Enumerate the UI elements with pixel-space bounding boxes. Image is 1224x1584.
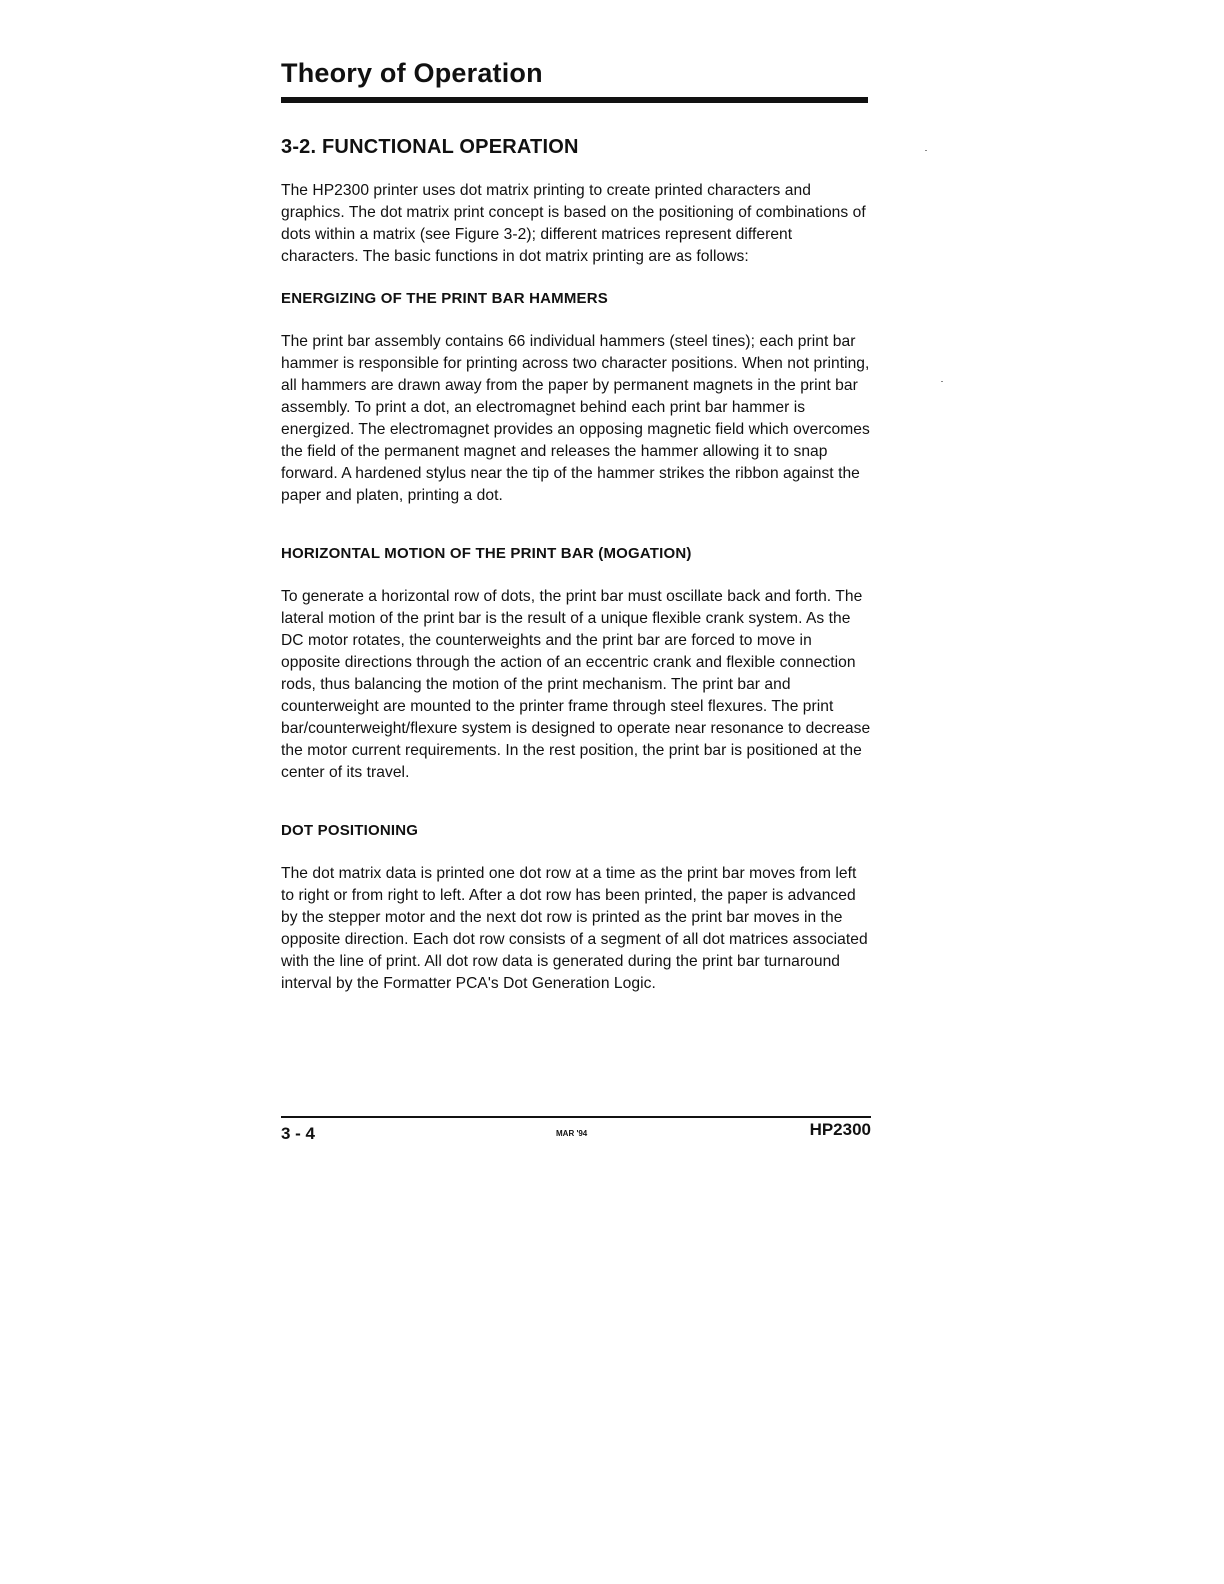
subsection-heading-dot-positioning: DOT POSITIONING [281,822,419,839]
header-rule [281,97,868,103]
subsection-body-energizing: The print bar assembly contains 66 individual hammers (steel tines); each print bar hammer is responsible for printing across two character positions. When not printing, all hammers are drawn away from the paper by permanent magnets in the print bar assembly. To print a dot, an electromagnet behind each print bar hammer is energized. The electromagnet provides an opposing magnetic field which overcomes the field of the permanent magnet and releases the hammer allowing it to snap forward. A hardened stylus near the tip of the hammer strikes the ribbon against the paper and platen, printing a dot. [281,333,870,504]
page-content [281,136,873,995]
subsection-heading-horizontal-motion: HORIZONTAL MOTION OF THE PRINT BAR (MOGATION) [281,545,692,562]
footer-rule [281,1116,871,1118]
chapter-title: Theory of Operation [281,58,543,88]
subsection-body-dot-positioning: The dot matrix data is printed one dot row at a time as the print bar moves from left to right or from right to left. After a dot row has been printed, the paper is advanced by the stepper motor and the next dot row is printed as the print bar moves in the opposite direction. Each dot row consists of a segment of all dot matrices associated with the line of print. All dot row data is generated during the print bar turnaround interval by the Formatter PCA's Dot Generation Logic. [281,865,868,992]
footer-model: HP2300 [809,1120,871,1139]
subsection-heading-energizing: ENERGIZING OF THE PRINT BAR HAMMERS [281,290,609,307]
section-heading: 3-2. FUNCTIONAL OPERATION [281,136,579,158]
footer-date: MAR '94 [556,1129,588,1138]
subsection-body-horizontal-motion: To generate a horizontal row of dots, the print bar must oscillate back and forth. The lateral motion of the print bar is the result of a unique flexible crank system. As the DC motor rotates, the counterweights and the print bar are forced to move in opposite directions through the action of an eccentric crank and flexible connection rods, thus balancing the motion of the print mechanism. The print bar and counterweight are mounted to the printer frame through steel flexures. The print bar/counterweight/flexure system is designed to operate near resonance to decrease the motor current requirements. In the rest position, the print bar is positioned at the center of its travel. [281,588,871,781]
footer-page-number: 3 - 4 [281,1124,316,1143]
intro-paragraph: The HP2300 printer uses dot matrix printing to create printed characters and graphics. The dot matrix print concept is based on the positioning of combinations of dots within a matrix (see Figure 3-2); different matrices represent different characters. The basic functions in dot matrix printing are as follows: [281,182,866,265]
scan-speck [941,381,943,382]
scan-speck [925,150,927,151]
